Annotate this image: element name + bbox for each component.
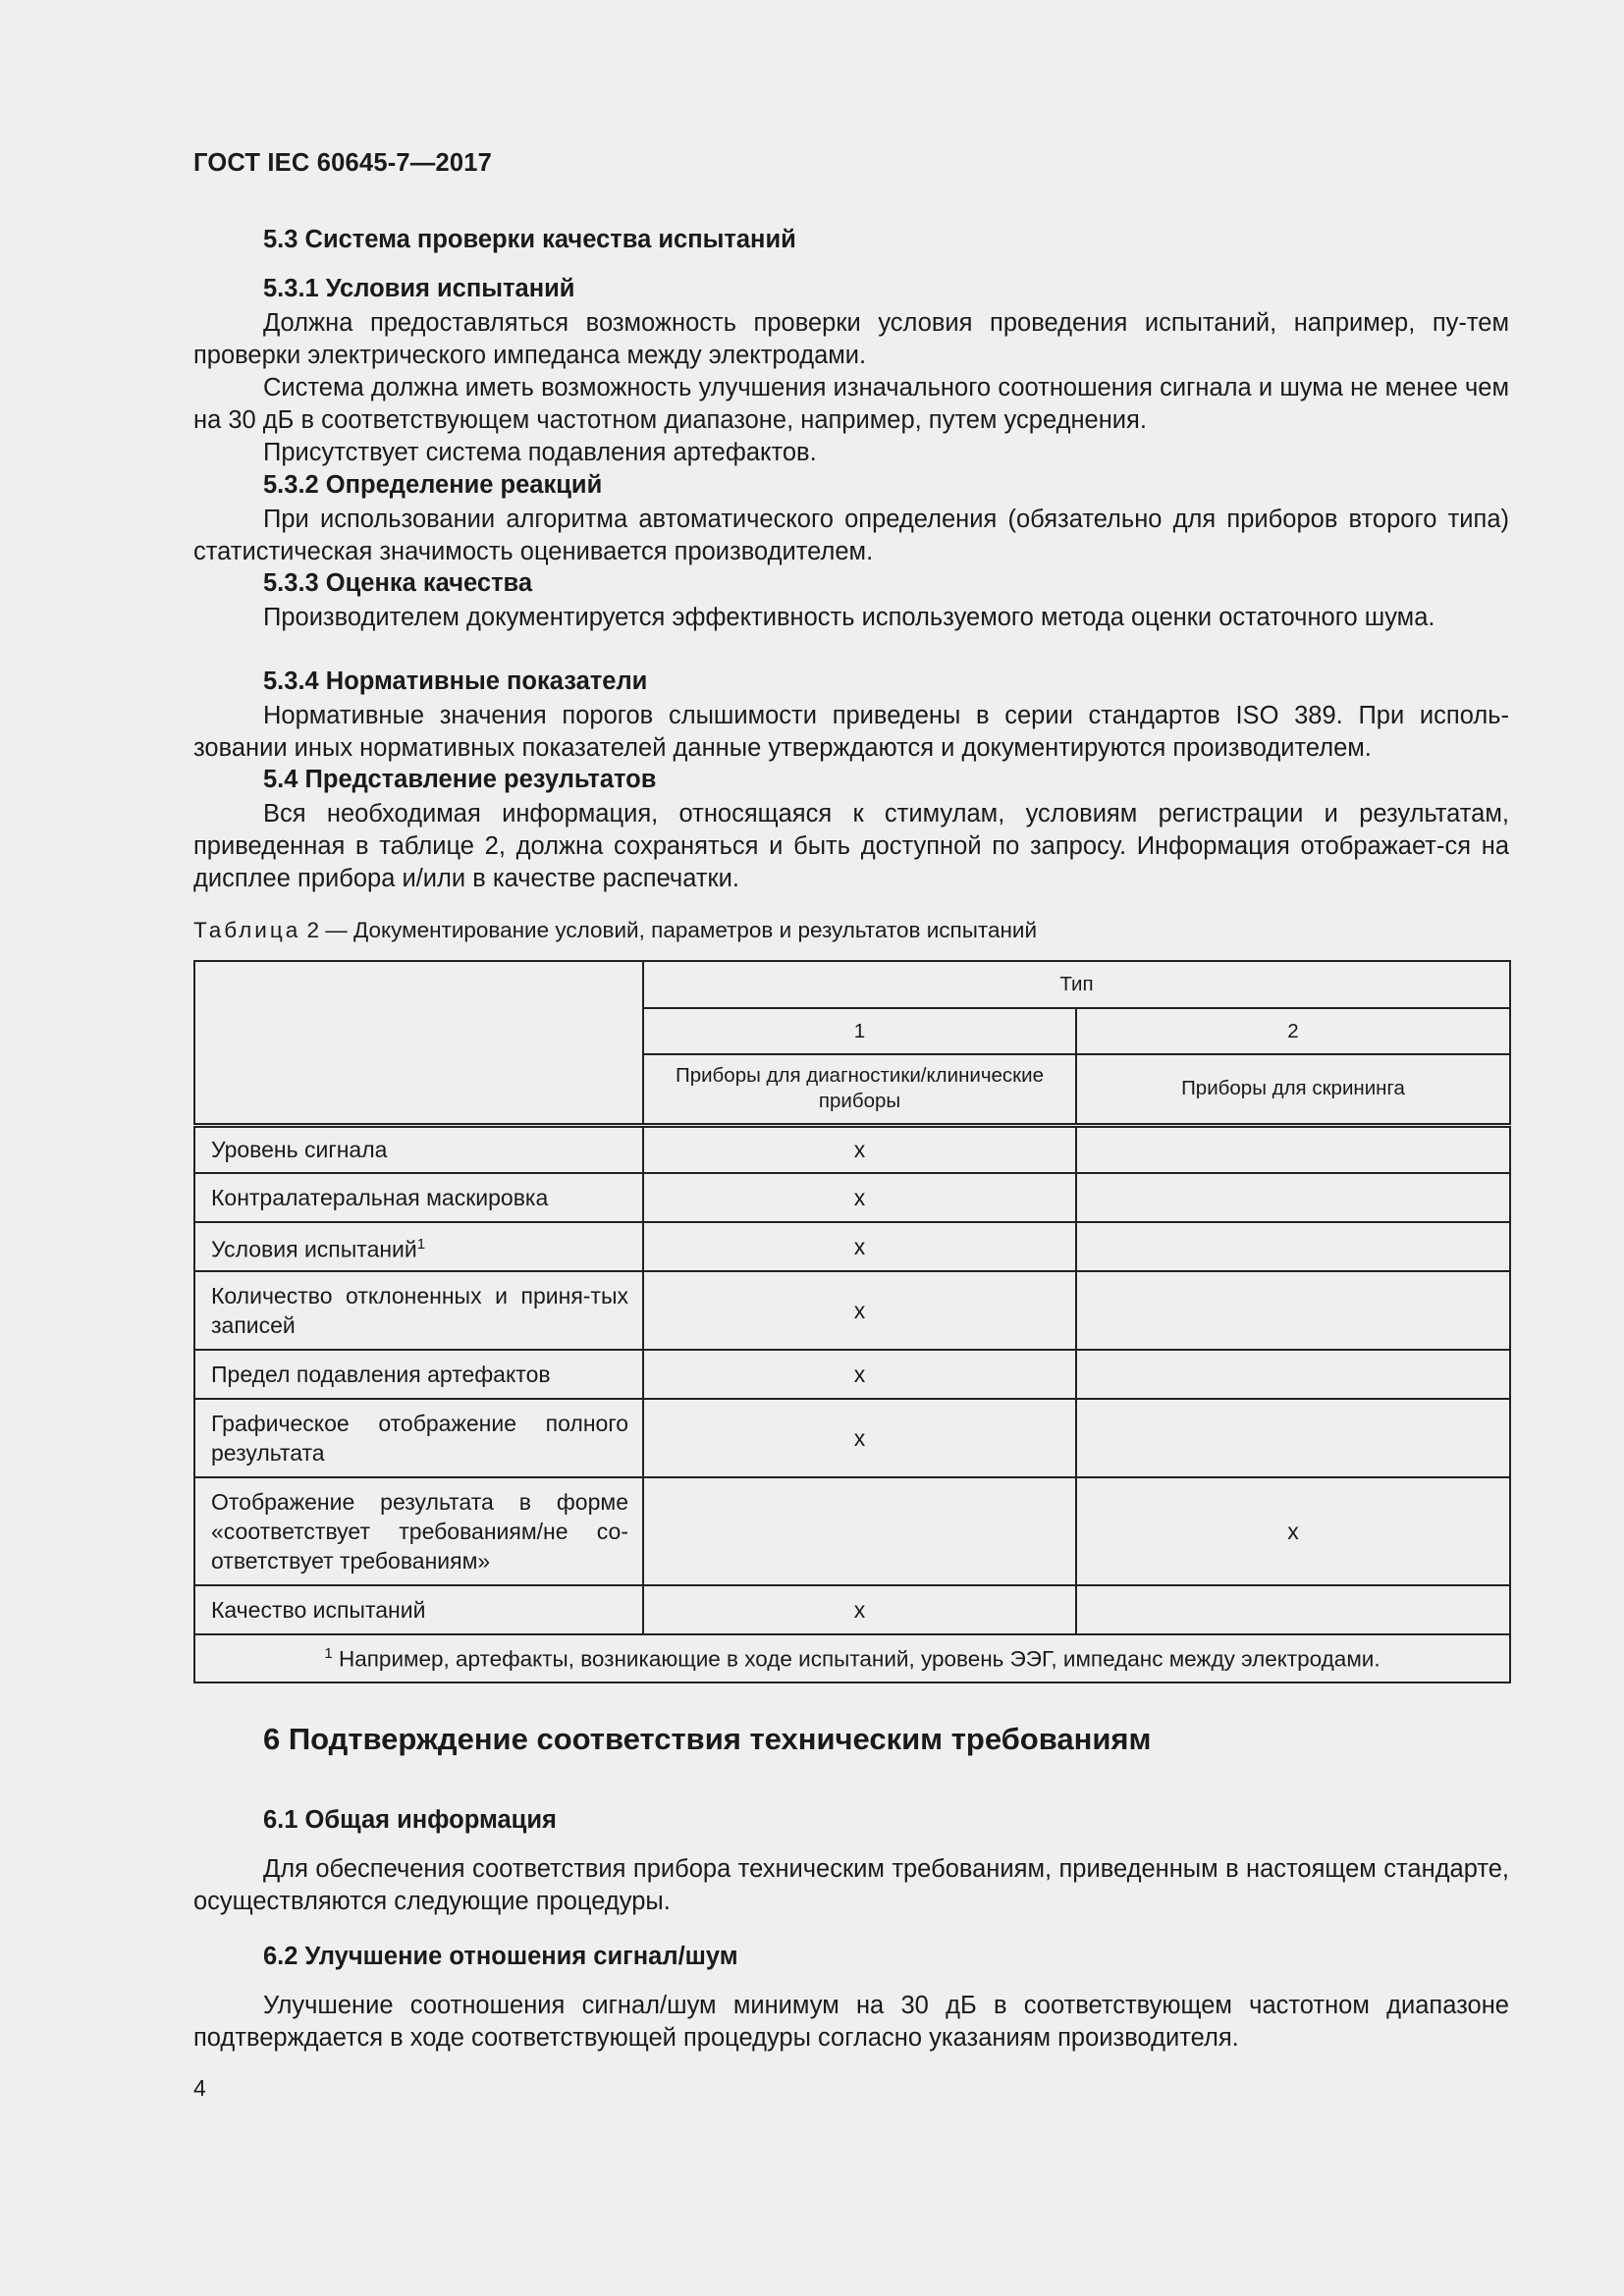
heading-5-4: 5.4 Представление результатов — [263, 766, 657, 793]
table-row-type1: x — [643, 1222, 1076, 1271]
table-row-type1: x — [643, 1399, 1076, 1477]
heading-6-1: 6.1 Общая информация — [263, 1806, 557, 1834]
table-row — [194, 1173, 1510, 1222]
table-2 — [193, 960, 1511, 1683]
table-row-label: Отображение результата в форме «соответствует требованиям/не со-ответствует требованиям» — [194, 1477, 643, 1585]
table-row — [194, 1399, 1510, 1477]
table-row — [194, 1350, 1510, 1399]
table-row-label: Качество испытаний — [194, 1585, 643, 1634]
heading-5-3-1: 5.3.1 Условия испытаний — [263, 275, 575, 302]
table-caption-label: Таблица — [193, 918, 301, 942]
table-header-row — [194, 961, 1510, 1008]
footnote-ref: 1 — [416, 1235, 426, 1253]
table-header-type2-number: 2 — [1076, 1008, 1510, 1054]
table-header-type1-desc: Приборы для диагностики/клинические приборы — [643, 1054, 1076, 1125]
heading-6-2: 6.2 Улучшение отношения сигнал/шум — [263, 1943, 738, 1970]
table-row-label: Графическое отображение полного результата — [194, 1399, 643, 1477]
table-row-type1: x — [643, 1271, 1076, 1350]
paragraph-5-3-1-c: Присутствует система подавления артефактов. — [263, 439, 817, 466]
table-row-type2 — [1076, 1585, 1510, 1634]
footnote-mark: 1 — [324, 1644, 333, 1662]
table-row — [194, 1271, 1510, 1350]
table-row-type2 — [1076, 1399, 1510, 1477]
page-number: 4 — [193, 2075, 206, 2101]
heading-section-6: 6 Подтверждение соответствия техническим требованиям — [263, 1722, 1152, 1756]
paragraph-5-3-1-b: Система должна иметь возможность улучшения изначального соотношения сигнала и шума не менее чем на 30 дБ в соответствующем частотном диапазоне, например, путем усреднения. — [193, 374, 1509, 434]
table-row — [194, 1477, 1510, 1585]
table-row-type1 — [643, 1477, 1076, 1585]
paragraph-5-3-2: При использовании алгоритма автоматического определения (обязательно для приборов второго типа) статистическая значимость оценивается производителем. — [193, 506, 1509, 565]
table-row-type2 — [1076, 1173, 1510, 1222]
table-caption-text: 2 — Документирование условий, параметров и результатов испытаний — [306, 918, 1038, 942]
table-row-type2 — [1076, 1125, 1510, 1173]
table-header-blank-cell — [194, 961, 643, 1125]
paragraph-5-4: Вся необходимая информация, относящаяся к стимулам, условиям регистрации и результатам, приведенная в таблице 2, должна сохраняться и быть доступной по запросу. Информация отображает-ся на дисплее прибора и/или в качестве распечатки. — [193, 800, 1509, 892]
table-row-type1: x — [643, 1350, 1076, 1399]
paragraph-6-2: Улучшение соотношения сигнал/шум минимум на 30 дБ в соответствующем частотном диапазоне подтверждается в ходе соответствующей процедуры согласно указаниям производителя. — [193, 1992, 1509, 2052]
paragraph-5-3-1-a: Должна предоставляться возможность проверки условия проведения испытаний, например, пу-тем проверки электрического импеданса между электродами. — [193, 309, 1509, 369]
paragraph-5-3-4: Нормативные значения порогов слышимости приведены в серии стандартов ISO 389. При исполь-зовании иных нормативных показателей данные утверждаются и документируются производителем. — [193, 702, 1509, 762]
table-row — [194, 1222, 1510, 1271]
table-row-label-cell — [194, 1222, 643, 1271]
heading-5-3: 5.3 Система проверки качества испытаний — [263, 226, 796, 253]
table-caption — [193, 918, 1037, 943]
table-row-label: Условия испытаний — [211, 1236, 417, 1262]
table-row-type1: x — [643, 1125, 1076, 1173]
table-header-type: Тип — [643, 961, 1510, 1008]
heading-5-3-2: 5.3.2 Определение реакций — [263, 471, 603, 499]
document-header: ГОСТ IEC 60645-7—2017 — [193, 149, 492, 177]
table-footnote — [194, 1634, 1510, 1682]
table-row-type2: x — [1076, 1477, 1510, 1585]
table-footnote-row — [194, 1634, 1510, 1682]
table-row-type1: x — [643, 1173, 1076, 1222]
table-row-label: Уровень сигнала — [194, 1125, 643, 1173]
table-row-label: Контралатеральная маскировка — [194, 1173, 643, 1222]
footnote-text: Например, артефакты, возникающие в ходе испытаний, уровень ЭЭГ, импеданс между электродами. — [338, 1646, 1380, 1672]
table-row-label: Количество отклоненных и приня-тых записей — [194, 1271, 643, 1350]
table-row-type2 — [1076, 1222, 1510, 1271]
table-row-label: Предел подавления артефактов — [194, 1350, 643, 1399]
table-row-type2 — [1076, 1271, 1510, 1350]
table-header-type1-number: 1 — [643, 1008, 1076, 1054]
table-row — [194, 1585, 1510, 1634]
heading-5-3-3: 5.3.3 Оценка качества — [263, 569, 533, 597]
table-row-type2 — [1076, 1350, 1510, 1399]
heading-5-3-4: 5.3.4 Нормативные показатели — [263, 667, 648, 695]
paragraph-5-3-3: Производителем документируется эффективность используемого метода оценки остаточного шума. — [263, 604, 1435, 631]
table-row — [194, 1125, 1510, 1173]
paragraph-6-1: Для обеспечения соответствия прибора техническим требованиям, приведенным в настоящем стандарте, осуществляются следующие процедуры. — [193, 1855, 1509, 1915]
table-row-type1: x — [643, 1585, 1076, 1634]
table-header-type2-desc: Приборы для скрининга — [1076, 1054, 1510, 1125]
